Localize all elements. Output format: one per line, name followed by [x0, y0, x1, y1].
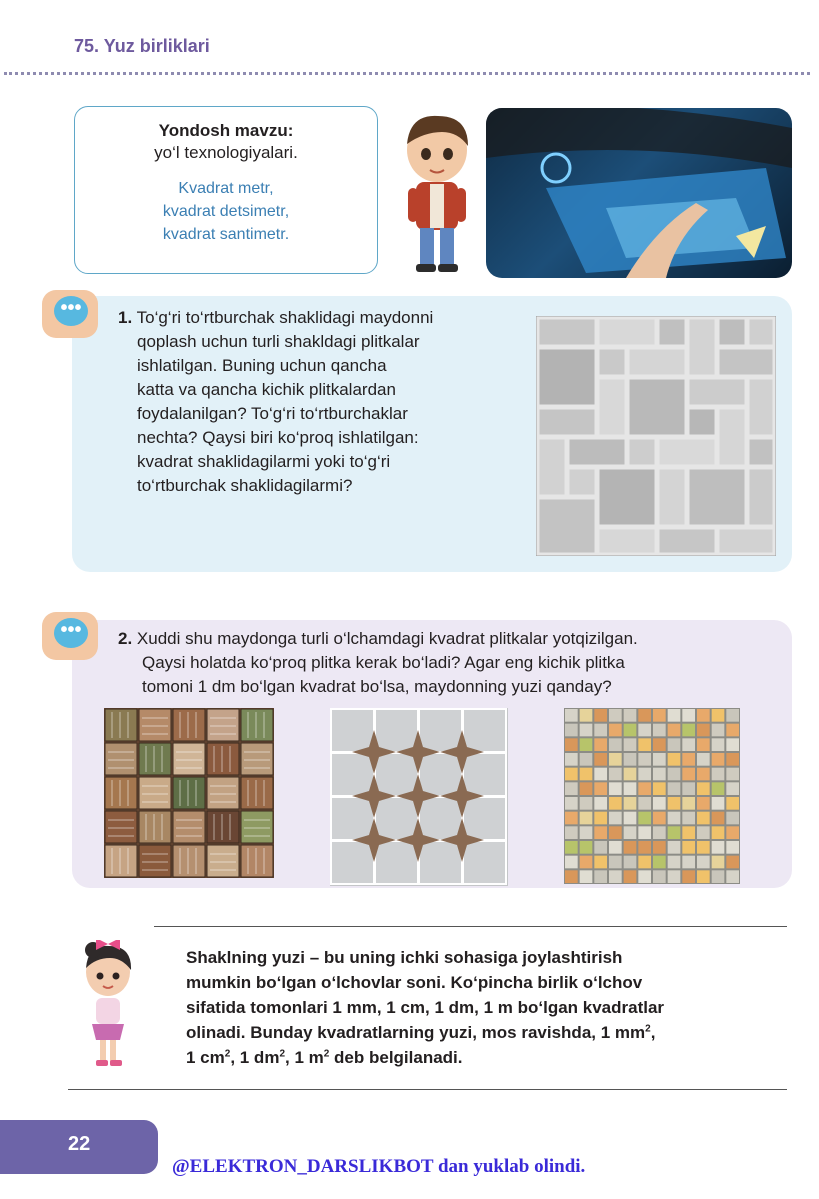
mosaic-tile — [712, 856, 725, 869]
mosaic-tile — [682, 768, 695, 781]
task-1-line: To‘g‘ri to‘rtburchak shaklidagi maydonni — [136, 308, 434, 327]
mosaic-tile — [609, 870, 622, 883]
mixed-tiles-floor — [536, 316, 776, 556]
mosaic-tile — [624, 870, 637, 883]
mosaic-tile — [565, 797, 578, 810]
mosaic-tile — [653, 782, 666, 795]
mosaic-tile — [712, 768, 725, 781]
task-1-line: ishlatilgan. Buning uchun qancha — [137, 356, 387, 375]
mosaic-tile — [682, 753, 695, 766]
mosaic-tile — [594, 812, 607, 825]
task-2-text — [118, 627, 788, 699]
mosaic-tile — [653, 738, 666, 751]
mosaic-tile — [712, 782, 725, 795]
mosaic-tile — [638, 753, 651, 766]
mosaic-tile — [638, 768, 651, 781]
mosaic-tile — [653, 797, 666, 810]
definition-line: olinadi. Bunday kvadratlarning yuzi, mos ravishda, 1 $mm^2$, — [186, 1023, 656, 1042]
mosaic-tile — [682, 841, 695, 854]
mosaic-tile — [638, 738, 651, 751]
unit-item: Kvadrat metr, — [178, 180, 274, 197]
definition-bottom-rule — [68, 1089, 787, 1090]
mosaic-tile — [653, 709, 666, 722]
mosaic-tile — [580, 870, 593, 883]
mosaic-tile — [653, 812, 666, 825]
unit-item: kvadrat detsimetr, — [162, 203, 290, 220]
mosaic-tile — [697, 768, 710, 781]
mosaic-tile — [653, 841, 666, 854]
mosaic-tile — [726, 826, 739, 839]
mosaic-tile — [668, 841, 681, 854]
mosaic-tile — [580, 797, 593, 810]
mosaic-tile — [580, 738, 593, 751]
mosaic-tile — [565, 768, 578, 781]
mosaic-tile — [565, 826, 578, 839]
mosaic-tile — [565, 753, 578, 766]
mosaic-tile — [697, 797, 710, 810]
mosaic-tile — [682, 738, 695, 751]
mosaic-tile — [726, 856, 739, 869]
task-1-line: katta va qancha kichik plitkalardan — [137, 380, 396, 399]
mosaic-tile — [726, 724, 739, 737]
mosaic-tile — [624, 768, 637, 781]
mosaic-tile — [609, 797, 622, 810]
mosaic-tile — [668, 709, 681, 722]
mosaic-tile — [638, 812, 651, 825]
mosaic-tile — [609, 856, 622, 869]
mosaic-tile — [638, 797, 651, 810]
definition-line: Shaklning yuzi – bu uning ichki sohasiga joylashtirish — [186, 948, 623, 967]
mosaic-tile — [638, 870, 651, 883]
task-1-line: nechta? Qaysi biri ko‘proq ishlatilgan: — [137, 428, 419, 447]
mosaic-tile — [624, 856, 637, 869]
task-1-number: 1. — [118, 308, 133, 327]
mosaic-tile — [565, 856, 578, 869]
mosaic-tile — [624, 724, 637, 737]
task-2-line: Qaysi holatda ko‘proq plitka kerak bo‘ladi? Agar eng kichik plitka — [142, 653, 625, 672]
mosaic-tile — [712, 724, 725, 737]
mosaic-tile — [624, 826, 637, 839]
mosaic-tile — [726, 738, 739, 751]
mosaic-tile — [668, 724, 681, 737]
mosaic-tile — [697, 782, 710, 795]
mosaic-tile — [638, 826, 651, 839]
unit-item: kvadrat santimetr. — [162, 226, 290, 243]
mosaic-tile — [682, 826, 695, 839]
mosaic-tile — [624, 753, 637, 766]
mosaic-tile — [726, 870, 739, 883]
mosaic-tile — [594, 856, 607, 869]
mosaic-tile — [668, 856, 681, 869]
mosaic-tile — [624, 841, 637, 854]
mosaic-tile — [712, 841, 725, 854]
mosaic-tile — [580, 812, 593, 825]
mosaic-tile — [697, 709, 710, 722]
mosaic-tile — [565, 709, 578, 722]
definition-top-rule — [154, 926, 787, 927]
mosaic-tile — [580, 753, 593, 766]
basketweave-tiles — [104, 708, 274, 878]
mosaic-tile — [638, 709, 651, 722]
mosaic-tile — [653, 768, 666, 781]
mosaic-tile — [580, 709, 593, 722]
mosaic-tile — [594, 782, 607, 795]
mosaic-tile — [638, 724, 651, 737]
task-2-line: tomoni 1 dm bo‘lgan kvadrat bo‘lsa, maydonning yuzi qanday? — [142, 677, 612, 696]
mosaic-tile — [624, 797, 637, 810]
mosaic-tile — [565, 870, 578, 883]
mosaic-tile — [624, 709, 637, 722]
mosaic-tile — [668, 826, 681, 839]
mosaic-tile — [726, 768, 739, 781]
mosaic-tile — [697, 856, 710, 869]
mosaic-tile — [594, 797, 607, 810]
related-topic-subheading: yo‘l texnologiyalari. — [154, 143, 298, 162]
mosaic-tile — [668, 812, 681, 825]
mosaic-tile — [682, 797, 695, 810]
discussion-bubble-icon: ••• — [42, 612, 98, 660]
mosaic-tile — [580, 768, 593, 781]
mosaic-tile — [653, 826, 666, 839]
related-topic-heading: Yondosh mavzu: — [158, 121, 294, 140]
mosaic-tile — [609, 709, 622, 722]
mosaic-tile — [609, 753, 622, 766]
mosaic-tile — [682, 812, 695, 825]
mosaic-tile — [565, 812, 578, 825]
mosaic-tile — [712, 797, 725, 810]
mosaic-tile — [712, 826, 725, 839]
mosaic-tile — [697, 841, 710, 854]
mosaic-tile — [682, 782, 695, 795]
mosaic-tile — [638, 856, 651, 869]
mosaic-tile — [726, 782, 739, 795]
mosaic-tile — [624, 812, 637, 825]
mosaic-tile — [726, 709, 739, 722]
definition-text — [186, 945, 786, 1070]
mosaic-tile — [712, 812, 725, 825]
mosaic-tile — [668, 768, 681, 781]
mosaic-tile — [668, 797, 681, 810]
task-1-line: to‘rtburchak shaklidagilarmi? — [137, 476, 353, 495]
mosaic-tile — [624, 738, 637, 751]
mosaic-tile — [594, 870, 607, 883]
mosaic-tile — [580, 856, 593, 869]
lesson-title: 75. Yuz birliklari — [74, 36, 210, 56]
mosaic-tile — [682, 709, 695, 722]
definition-line: sifatida tomonlari 1 mm, 1 cm, 1 dm, 1 m bo‘lgan kvadratlar — [186, 998, 665, 1017]
task-1-line: foydalanilgan? To‘g‘ri to‘rtburchaklar — [137, 404, 408, 423]
mosaic-tile — [580, 724, 593, 737]
mosaic-tile — [594, 724, 607, 737]
mosaic-tile — [580, 826, 593, 839]
mosaic-tile — [697, 753, 710, 766]
task-1-line: kvadrat shaklidagilarmi yoki to‘g‘ri — [137, 452, 391, 471]
mosaic-tile — [594, 841, 607, 854]
mosaic-tile — [580, 782, 593, 795]
header-divider — [4, 72, 810, 75]
car-navigation-photo — [486, 108, 792, 278]
mosaic-tile — [594, 709, 607, 722]
download-source-note: @ELEKTRON_DARSLIKBOT dan yuklab olindi. — [172, 1156, 586, 1177]
mosaic-tile — [609, 782, 622, 795]
mosaic-tile — [726, 797, 739, 810]
mosaic-tile — [697, 724, 710, 737]
mosaic-tile — [668, 870, 681, 883]
page-number: 22 — [68, 1133, 91, 1155]
definition-line: 1 $cm^2$, 1 $dm^2$, 1 $m^2$ deb belgilanadi. — [186, 1048, 463, 1067]
mosaic-tile — [638, 841, 651, 854]
task-1-text — [118, 306, 518, 498]
mosaic-tile — [712, 738, 725, 751]
related-topic-box — [74, 106, 378, 274]
mosaic-tile — [609, 826, 622, 839]
mosaic-tile — [609, 841, 622, 854]
units-list — [75, 177, 377, 246]
discussion-bubble-icon: ••• — [42, 290, 98, 338]
mosaic-tile — [712, 709, 725, 722]
girl-illustration — [78, 940, 140, 1070]
definition-line: mumkin bo‘lgan o‘lchovlar soni. Ko‘pincha birlik o‘lchov — [186, 973, 643, 992]
mosaic-tile — [697, 738, 710, 751]
task-1-line: qoplash uchun turli shakldagi plitkalar — [137, 332, 420, 351]
mosaic-tile — [638, 782, 651, 795]
mosaic-tile — [697, 812, 710, 825]
mosaic-tile — [565, 841, 578, 854]
mosaic-tile — [653, 753, 666, 766]
mosaic-tile — [594, 738, 607, 751]
mosaic-tile — [565, 724, 578, 737]
mosaic-tile — [594, 826, 607, 839]
mosaic-tile — [668, 753, 681, 766]
mosaic-tile — [682, 724, 695, 737]
mosaic-tile — [609, 812, 622, 825]
mosaic-tile — [653, 724, 666, 737]
mosaic-tile — [682, 856, 695, 869]
mosaic-tile — [580, 841, 593, 854]
mosaic-tile — [594, 768, 607, 781]
mosaic-tile — [668, 782, 681, 795]
mosaic-tile — [712, 753, 725, 766]
mosaic-tile — [609, 724, 622, 737]
mosaic-tile — [682, 870, 695, 883]
task-2-line: Xuddi shu maydonga turli o‘lchamdagi kvadrat plitkalar yotqizilgan. — [136, 629, 638, 648]
small-mosaic-tiles — [564, 708, 740, 884]
mosaic-tile — [726, 841, 739, 854]
mosaic-tile — [726, 753, 739, 766]
task-2-number: 2. — [118, 629, 133, 648]
navigation-screen-graphic — [486, 108, 792, 278]
mosaic-tile — [653, 856, 666, 869]
mosaic-tile — [609, 768, 622, 781]
mosaic-tile — [712, 870, 725, 883]
star-tiles — [330, 708, 508, 886]
mosaic-tile — [653, 870, 666, 883]
mosaic-tile — [594, 753, 607, 766]
mosaic-tile — [668, 738, 681, 751]
mosaic-tile — [565, 782, 578, 795]
mosaic-tile — [609, 738, 622, 751]
boy-illustration — [396, 108, 478, 276]
mosaic-tile — [697, 826, 710, 839]
mosaic-tile — [697, 870, 710, 883]
mosaic-tile — [565, 738, 578, 751]
mosaic-tile — [726, 812, 739, 825]
mosaic-tile — [624, 782, 637, 795]
